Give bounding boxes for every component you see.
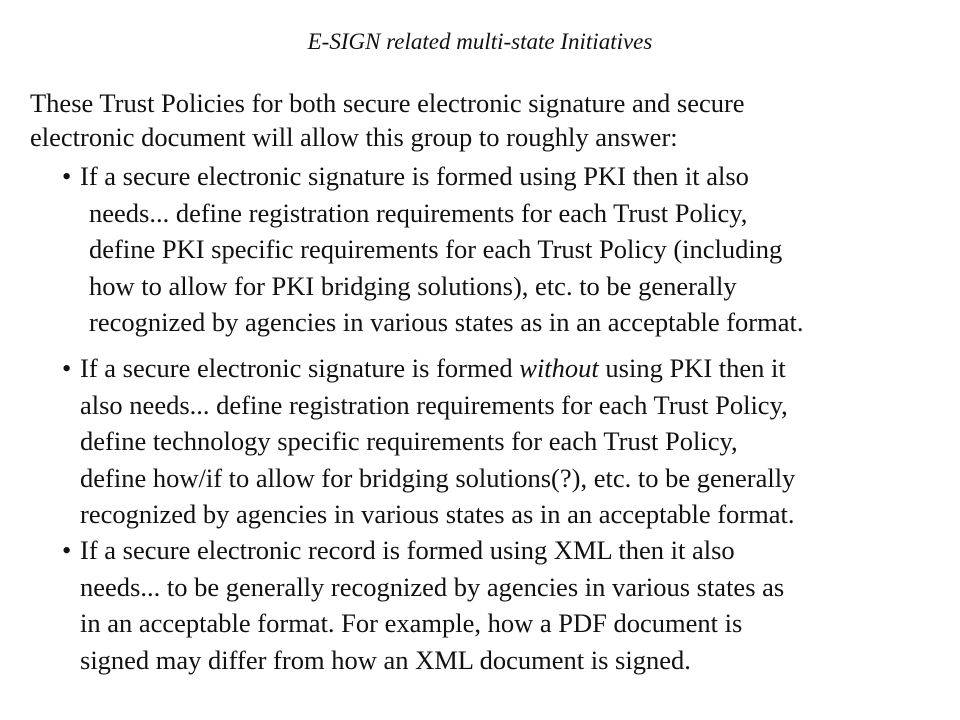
intro-line: electronic document will allow this group to roughly answer: <box>30 122 678 152</box>
bullet-text: If a secure electronic signature is formed <box>80 353 520 383</box>
bullet-line: recognized by agencies in various states as in an acceptable format. <box>80 499 795 530</box>
bullet-marker: • <box>62 535 72 565</box>
intro-line: These Trust Policies for both secure electronic signature and secure <box>30 88 745 118</box>
bullet-text: using PKI then it <box>598 353 786 383</box>
bullet-emphasis: without <box>519 353 599 383</box>
bullet-line: define PKI specific requirements for each Trust Policy (including <box>89 234 783 265</box>
bullet-line: needs... to be generally recognized by agencies in various states as <box>80 571 785 602</box>
bullet-line: also needs... define registration requirements for each Trust Policy, <box>80 389 788 420</box>
intro-paragraph <box>30 86 930 154</box>
bullet-line: in an acceptable format. For example, how a PDF document is <box>80 608 743 639</box>
bullet-line: how to allow for PKI bridging solutions), etc. to be generally <box>89 270 737 301</box>
bullet-line: needs... define registration requirements for each Trust Policy, <box>89 197 748 228</box>
bullet-text: If a secure electronic record is formed using XML then it also <box>80 535 735 565</box>
bullet-marker: • <box>62 353 72 383</box>
bullet-line: define technology specific requirements for each Trust Policy, <box>80 426 738 457</box>
bullet-item <box>62 350 795 533</box>
bullet-first-line <box>62 350 795 387</box>
bullet-text: If a secure electronic signature is formed using PKI then it also <box>80 161 749 191</box>
bullet-item <box>62 532 784 678</box>
bullet-marker: • <box>62 161 72 191</box>
bullet-item <box>62 158 803 341</box>
bullet-first-line <box>62 158 803 195</box>
slide-title: E-SIGN related multi-state Initiatives <box>307 29 653 54</box>
bullet-line: signed may differ from how an XML document is signed. <box>80 644 691 675</box>
bullet-line: recognized by agencies in various states as in an acceptable format. <box>89 307 804 338</box>
bullet-line: define how/if to allow for bridging solutions(?), etc. to be generally <box>80 462 796 493</box>
bullet-first-line <box>62 532 784 569</box>
